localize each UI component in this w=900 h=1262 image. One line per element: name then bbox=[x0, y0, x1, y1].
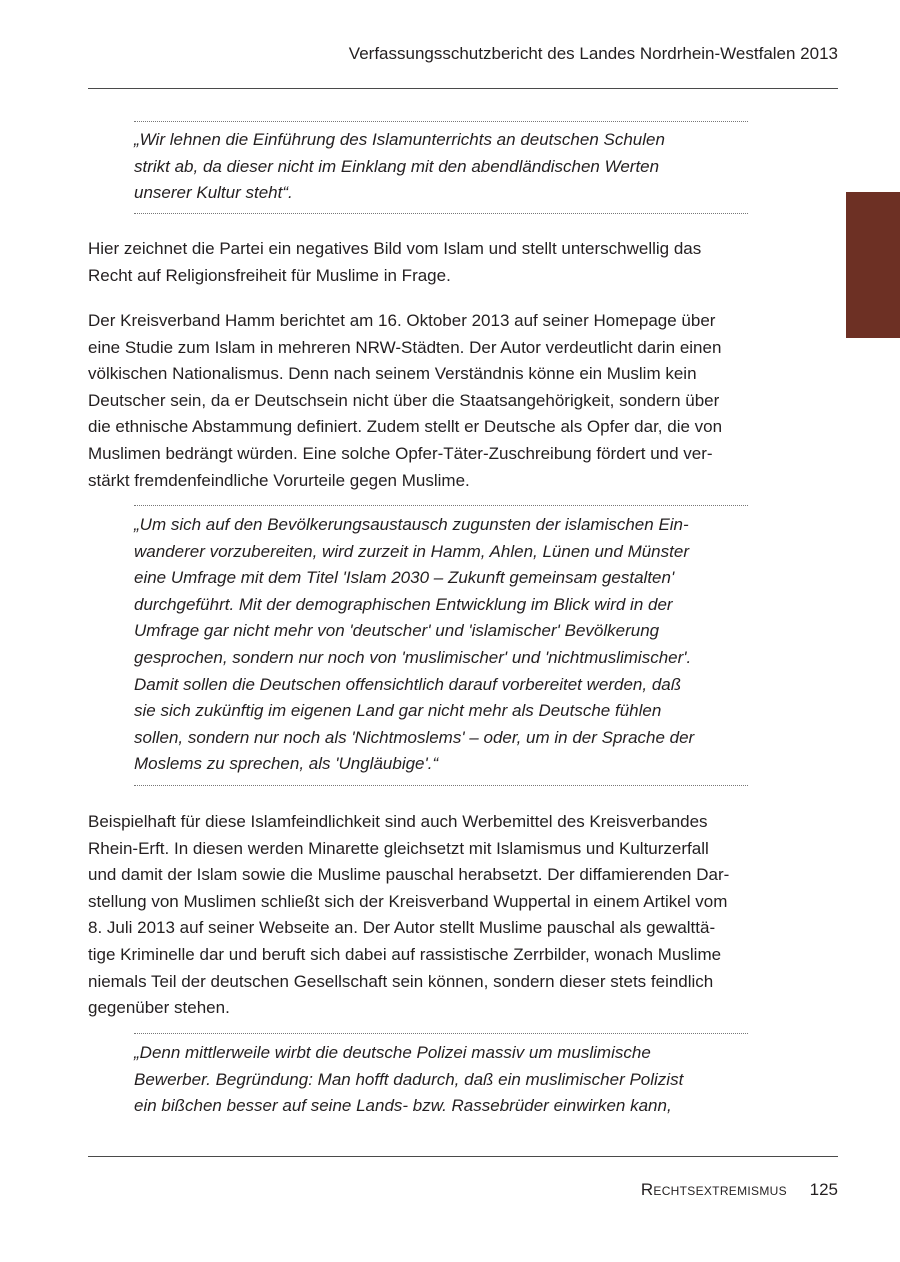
quote-line: strikt ab, da dieser nicht im Einklang mit den abendländischen Werten bbox=[134, 156, 660, 176]
quote-line: eine Umfrage mit dem Titel 'Islam 2030 – Zukunft gemeinsam gestalten' bbox=[134, 568, 675, 588]
paragraph-line: gegenüber stehen. bbox=[88, 998, 230, 1018]
quote-line: sie sich zukünftig im eigenen Land gar nicht mehr als Deutsche fühlen bbox=[134, 701, 662, 721]
quote-line: ein bißchen besser auf seine Lands- bzw. Rassebrüder einwirken kann, bbox=[134, 1096, 672, 1116]
quote-line: „Wir lehnen die Einführung des Islamunterrichts an deutschen Schulen bbox=[134, 130, 665, 149]
quote-line: gesprochen, sondern nur noch von 'muslimischer' und 'nichtmuslimischer'. bbox=[134, 647, 692, 667]
block-quote-2 bbox=[134, 505, 748, 786]
paragraph-line: Recht auf Religionsfreiheit für Muslime in Frage. bbox=[88, 265, 451, 285]
paragraph-line: die ethnische Abstammung definiert. Zudem stellt er Deutsche als Opfer dar, die von bbox=[88, 417, 723, 437]
paragraph-line: stärkt fremdenfeindliche Vorurteile gegen Muslime. bbox=[88, 470, 470, 490]
quote-line: sollen, sondern nur noch als 'Nichtmoslems' – oder, um in der Sprache der bbox=[134, 727, 695, 747]
paragraph-line: Beispielhaft für diese Islamfeindlichkeit sind auch Werbemittel des Kreisverbandes bbox=[88, 812, 708, 831]
quote-line: Moslems zu sprechen, als 'Ungläubige'.“ bbox=[134, 754, 439, 774]
header-rule bbox=[88, 88, 838, 89]
paragraph-line: und damit der Islam sowie die Muslime pauschal herabsetzt. Der diffamierenden Dar- bbox=[88, 865, 730, 885]
paragraph-line: Deutscher sein, da er Deutschsein nicht über die Staatsangehörigkeit, sondern über bbox=[88, 390, 720, 410]
page-footer bbox=[641, 1180, 838, 1200]
paragraph-line: Der Kreisverband Hamm berichtet am 16. Oktober 2013 auf seiner Homepage über bbox=[88, 311, 716, 330]
footer-section-title: Rechtsextremismus bbox=[640, 1180, 787, 1199]
chapter-tab-marker bbox=[846, 192, 900, 338]
paragraph-line: völkischen Nationalismus. Denn nach seinem Verständnis könne ein Muslim kein bbox=[88, 364, 697, 384]
block-quote-1 bbox=[134, 121, 748, 214]
paragraph-1 bbox=[88, 236, 793, 289]
quote-line: Damit sollen die Deutschen offensichtlich darauf vorbereitet werden, daß bbox=[134, 674, 682, 694]
block-quote-3 bbox=[134, 1033, 748, 1120]
quote-line: Bewerber. Begründung: Man hofft dadurch, daß ein muslimischer Polizist bbox=[134, 1069, 684, 1089]
paragraph-line: Hier zeichnet die Partei ein negatives Bild vom Islam und stellt unterschwellig das bbox=[88, 239, 702, 258]
paragraph-line: eine Studie zum Islam in mehreren NRW-Städten. Der Autor verdeutlicht darin einen bbox=[88, 337, 722, 357]
paragraph-line: 8. Juli 2013 auf seiner Webseite an. Der Autor stellt Muslime pauschal als gewalttä- bbox=[88, 918, 716, 938]
quote-line: Umfrage gar nicht mehr von 'deutscher' und 'islamischer' Bevölkerung bbox=[134, 621, 660, 641]
quote-line: wanderer vorzubereiten, wird zurzeit in Hamm, Ahlen, Lünen und Münster bbox=[134, 541, 689, 561]
paragraph-line: tige Kriminelle dar und beruft sich dabei auf rassistische Zerrbilder, wonach Muslime bbox=[88, 944, 722, 964]
paragraph-2 bbox=[88, 308, 793, 494]
quote-line: „Um sich auf den Bevölkerungsaustausch zugunsten der islamischen Ein- bbox=[134, 515, 689, 534]
footer-rule bbox=[88, 1156, 838, 1157]
quote-line: durchgeführt. Mit der demographischen Entwicklung im Blick wird in der bbox=[134, 594, 673, 614]
quote-line: unserer Kultur steht“. bbox=[134, 183, 293, 203]
paragraph-line: Rhein-Erft. In diesen werden Minarette gleichsetzt mit Islamismus und Kulturzerfall bbox=[88, 838, 709, 858]
page-number: 125 bbox=[809, 1180, 838, 1199]
paragraph-line: Muslimen bedrängt würden. Eine solche Opfer-Täter-Zuschreibung fördert und ver- bbox=[88, 443, 713, 463]
paragraph-line: stellung von Muslimen schließt sich der Kreisverband Wuppertal in einem Artikel vom bbox=[88, 891, 728, 911]
paragraph-3 bbox=[88, 809, 793, 1022]
running-header-title: Verfassungsschutzbericht des Landes Nordrhein-Westfalen 2013 bbox=[348, 44, 838, 63]
quote-line: „Denn mittlerweile wirbt die deutsche Polizei massiv um muslimische bbox=[134, 1043, 651, 1062]
paragraph-line: niemals Teil der deutschen Gesellschaft sein können, sondern dieser stets feindlich bbox=[88, 971, 714, 991]
